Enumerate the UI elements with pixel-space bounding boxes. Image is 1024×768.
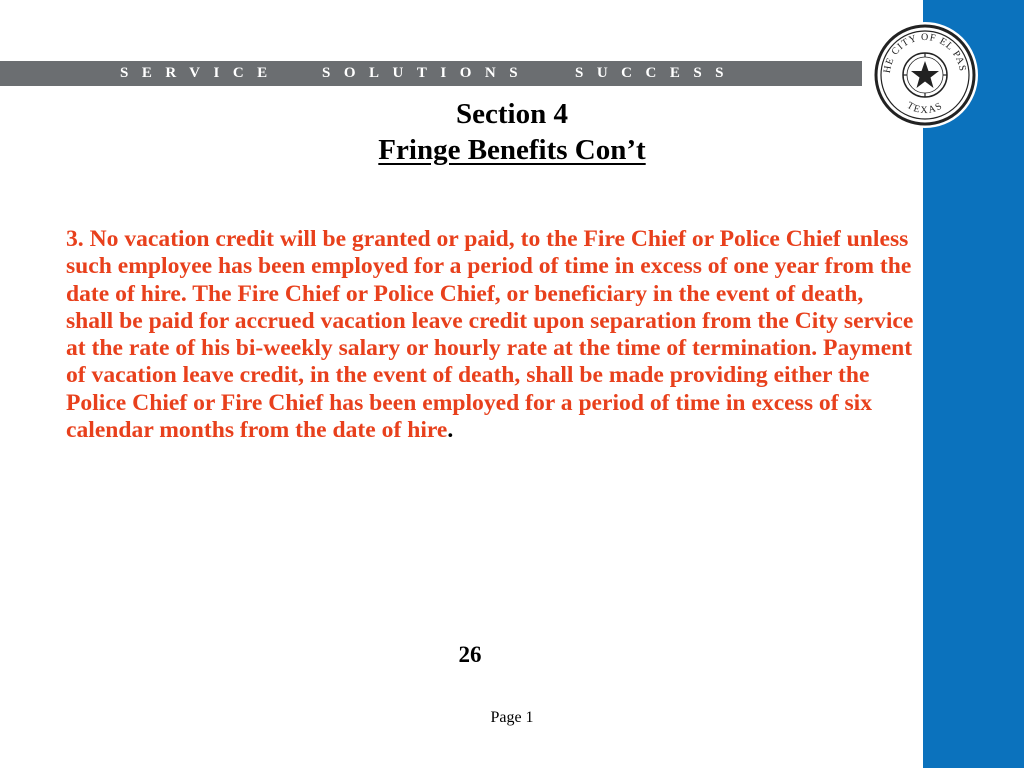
seal-text-bottom: TEXAS — [904, 100, 946, 117]
page-footer: Page 1 — [490, 709, 534, 726]
header-band — [0, 61, 862, 86]
body-paragraph — [66, 226, 916, 444]
title-block — [0, 96, 1024, 168]
body-text: 3. No vacation credit will be granted or paid, to the Fire Chief or Police Chief unless such employee has been employed for a period of time in excess of one year from the date of hire. The Fire Chief or Police Chief, or beneficiary in the event of death, shall be paid for accrued vacation leave credit upon separation from the City service at the rate of his bi-weekly salary or hourly rate at the time of termination. Payment of vacation leave credit, in the event of death, shall be made providing either the Police Chief or Fire Chief has been employed for a period of time in excess of six calendar months from the date of hire — [66, 226, 914, 444]
tagline-word-success: SUCCESS — [575, 65, 738, 81]
slide-number: 26 — [458, 642, 482, 667]
tagline-word-solutions: SOLUTIONS — [322, 65, 532, 81]
body-end-punctuation: . — [447, 417, 454, 444]
page-subtitle: Fringe Benefits Con’t — [378, 134, 646, 166]
page-title: Section 4 — [456, 98, 568, 130]
seal-text-top: HE CITY OF EL PAS — [881, 31, 968, 74]
tagline-word-service: SERVICE — [120, 65, 281, 81]
